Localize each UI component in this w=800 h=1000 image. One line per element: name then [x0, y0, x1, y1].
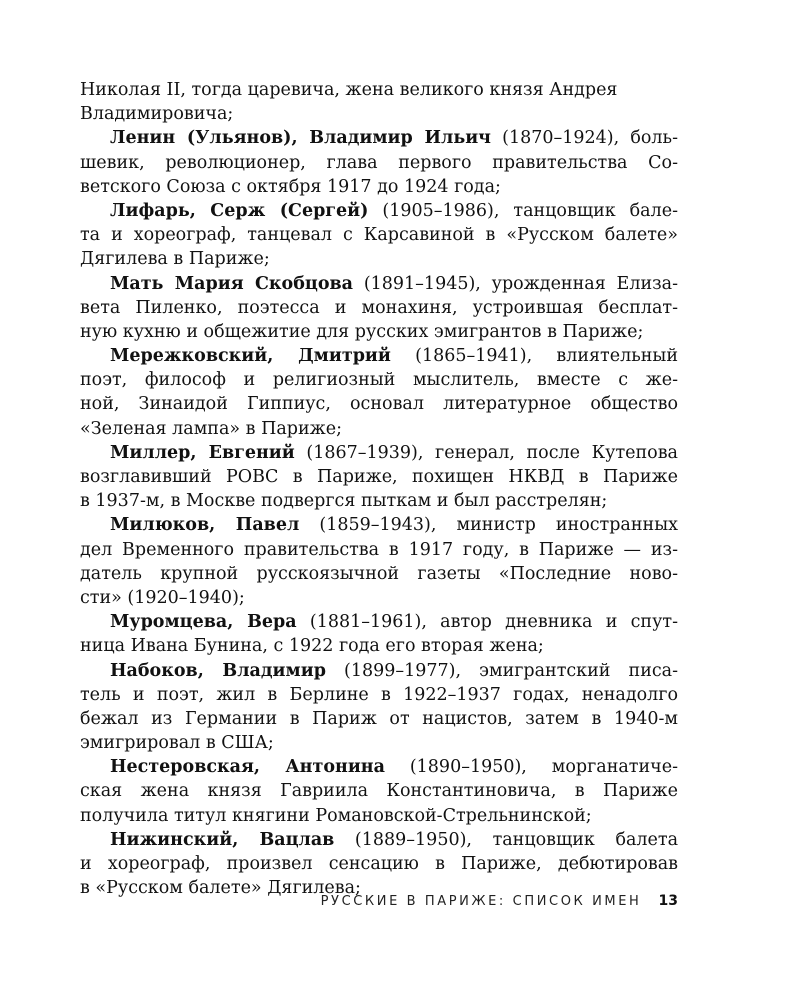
entry-nijinsky: Нижинский, Вацлав (1889–1950), танцовщик балета [110, 829, 679, 850]
entry-lenin: Ленин (Ульянов), Владимир Ильич (1870–1924), боль- [110, 128, 678, 149]
entry-name: Лифарь, Серж (Сергей) [110, 200, 369, 221]
entry-name: Муромцева, Вера [110, 612, 297, 633]
entry-milyukov: Милюков, Павел (1859–1943), министр иностранных [110, 515, 678, 536]
running-title: РУССКИЕ В ПАРИЖЕ: СПИСОК ИМЕН [320, 894, 642, 909]
text-line: в 1937-м, в Москве подвергся пыткам и был расстрелян; [80, 491, 608, 512]
text-line: ская жена князя Гавриила Константиновича, в Париже [80, 781, 678, 802]
entry-muromtseva: Муромцева, Вера (1881–1961), автор дневника и спут- [110, 612, 678, 633]
text-line: получила титул княгини Романовской-Стрельнинской; [80, 805, 592, 826]
page-number: 13 [658, 893, 678, 909]
text-line: и хореограф, произвел сенсацию в Париже, дебютировав [80, 854, 678, 874]
text-line: бежал из Германии в Париж от нацистов, затем в 1940-м [80, 708, 678, 729]
text-line: та и хореограф, танцевал с Карсавиной в «Русском балете» [80, 225, 678, 246]
page-footer [321, 889, 678, 911]
page-body [80, 78, 678, 900]
text-line: ветского Союза с октября 1917 до 1924 года; [80, 176, 501, 197]
text-line: тель и поэт, жил в Берлине в 1922–1937 годах, ненадолго [80, 684, 678, 705]
text-line: вета Пиленко, поэтесса и монахиня, устроившая бесплат- [80, 297, 678, 318]
text-line: сти» (1920–1940); [80, 587, 245, 608]
entry-name: Ленин (Ульянов), Владимир Ильич [110, 128, 491, 149]
text-line: ной, Зинаидой Гиппиус, основал литературное общество [80, 394, 678, 415]
text-line: возглавивший РОВС в Париже, похищен НКВД в Париже [80, 467, 678, 487]
entry-name: Набоков, Владимир [110, 660, 326, 681]
entry-name: Нестеровская, Антонина [110, 757, 385, 778]
text-line: ную кухню и общежитие для русских эмигрантов в Париже; [80, 321, 644, 342]
entry-nabokov: Набоков, Владимир (1899–1977), эмигрантский писа- [110, 660, 679, 681]
entry-name: Мережковский, Дмитрий [110, 346, 391, 367]
entry-name: Нижинский, Вацлав [110, 829, 335, 850]
text-line: ница Ивана Бунина, с 1922 года его вторая жена; [80, 636, 544, 657]
text-line: Дягилева в Париже; [80, 249, 270, 270]
text-line: «Зеленая лампа» в Париже; [80, 418, 342, 439]
text-line: поэт, философ и религиозный мыслитель, вместе с же- [80, 370, 678, 391]
entry-lifar: Лифарь, Серж (Сергей) (1905–1986), танцовщик бале- [110, 200, 679, 221]
text-line: дел Временного правительства в 1917 году, в Париже — из- [80, 539, 678, 560]
text-line: в «Русском балете» Дягилева; [80, 878, 361, 899]
text-line: Владимировича; [80, 104, 234, 125]
text-line: шевик, революционер, глава первого правительства Со- [80, 152, 678, 173]
entry-merezhkovsky: Мережковский, Дмитрий (1865–1941), влиятельный [110, 346, 678, 367]
text-line: датель крупной русскоязычной газеты «Последние ново- [80, 563, 678, 584]
text-line: эмигрировал в США; [80, 733, 274, 754]
entry-name: Милюков, Павел [110, 515, 300, 536]
entry-name: Миллер, Евгений [110, 442, 295, 463]
entry-skobtsova: Мать Мария Скобцова (1891–1945), урожденная Елиза- [110, 273, 679, 294]
entry-nesterovskaya: Нестеровская, Антонина (1890–1950), морганатиче- [110, 757, 678, 778]
text-line: Николая II, тогда царевича, жена великого князя Андрея [80, 80, 618, 100]
entry-miller: Миллер, Евгений (1867–1939), генерал, после Кутепова [110, 442, 678, 463]
entry-name: Мать Мария Скобцова [110, 273, 353, 294]
